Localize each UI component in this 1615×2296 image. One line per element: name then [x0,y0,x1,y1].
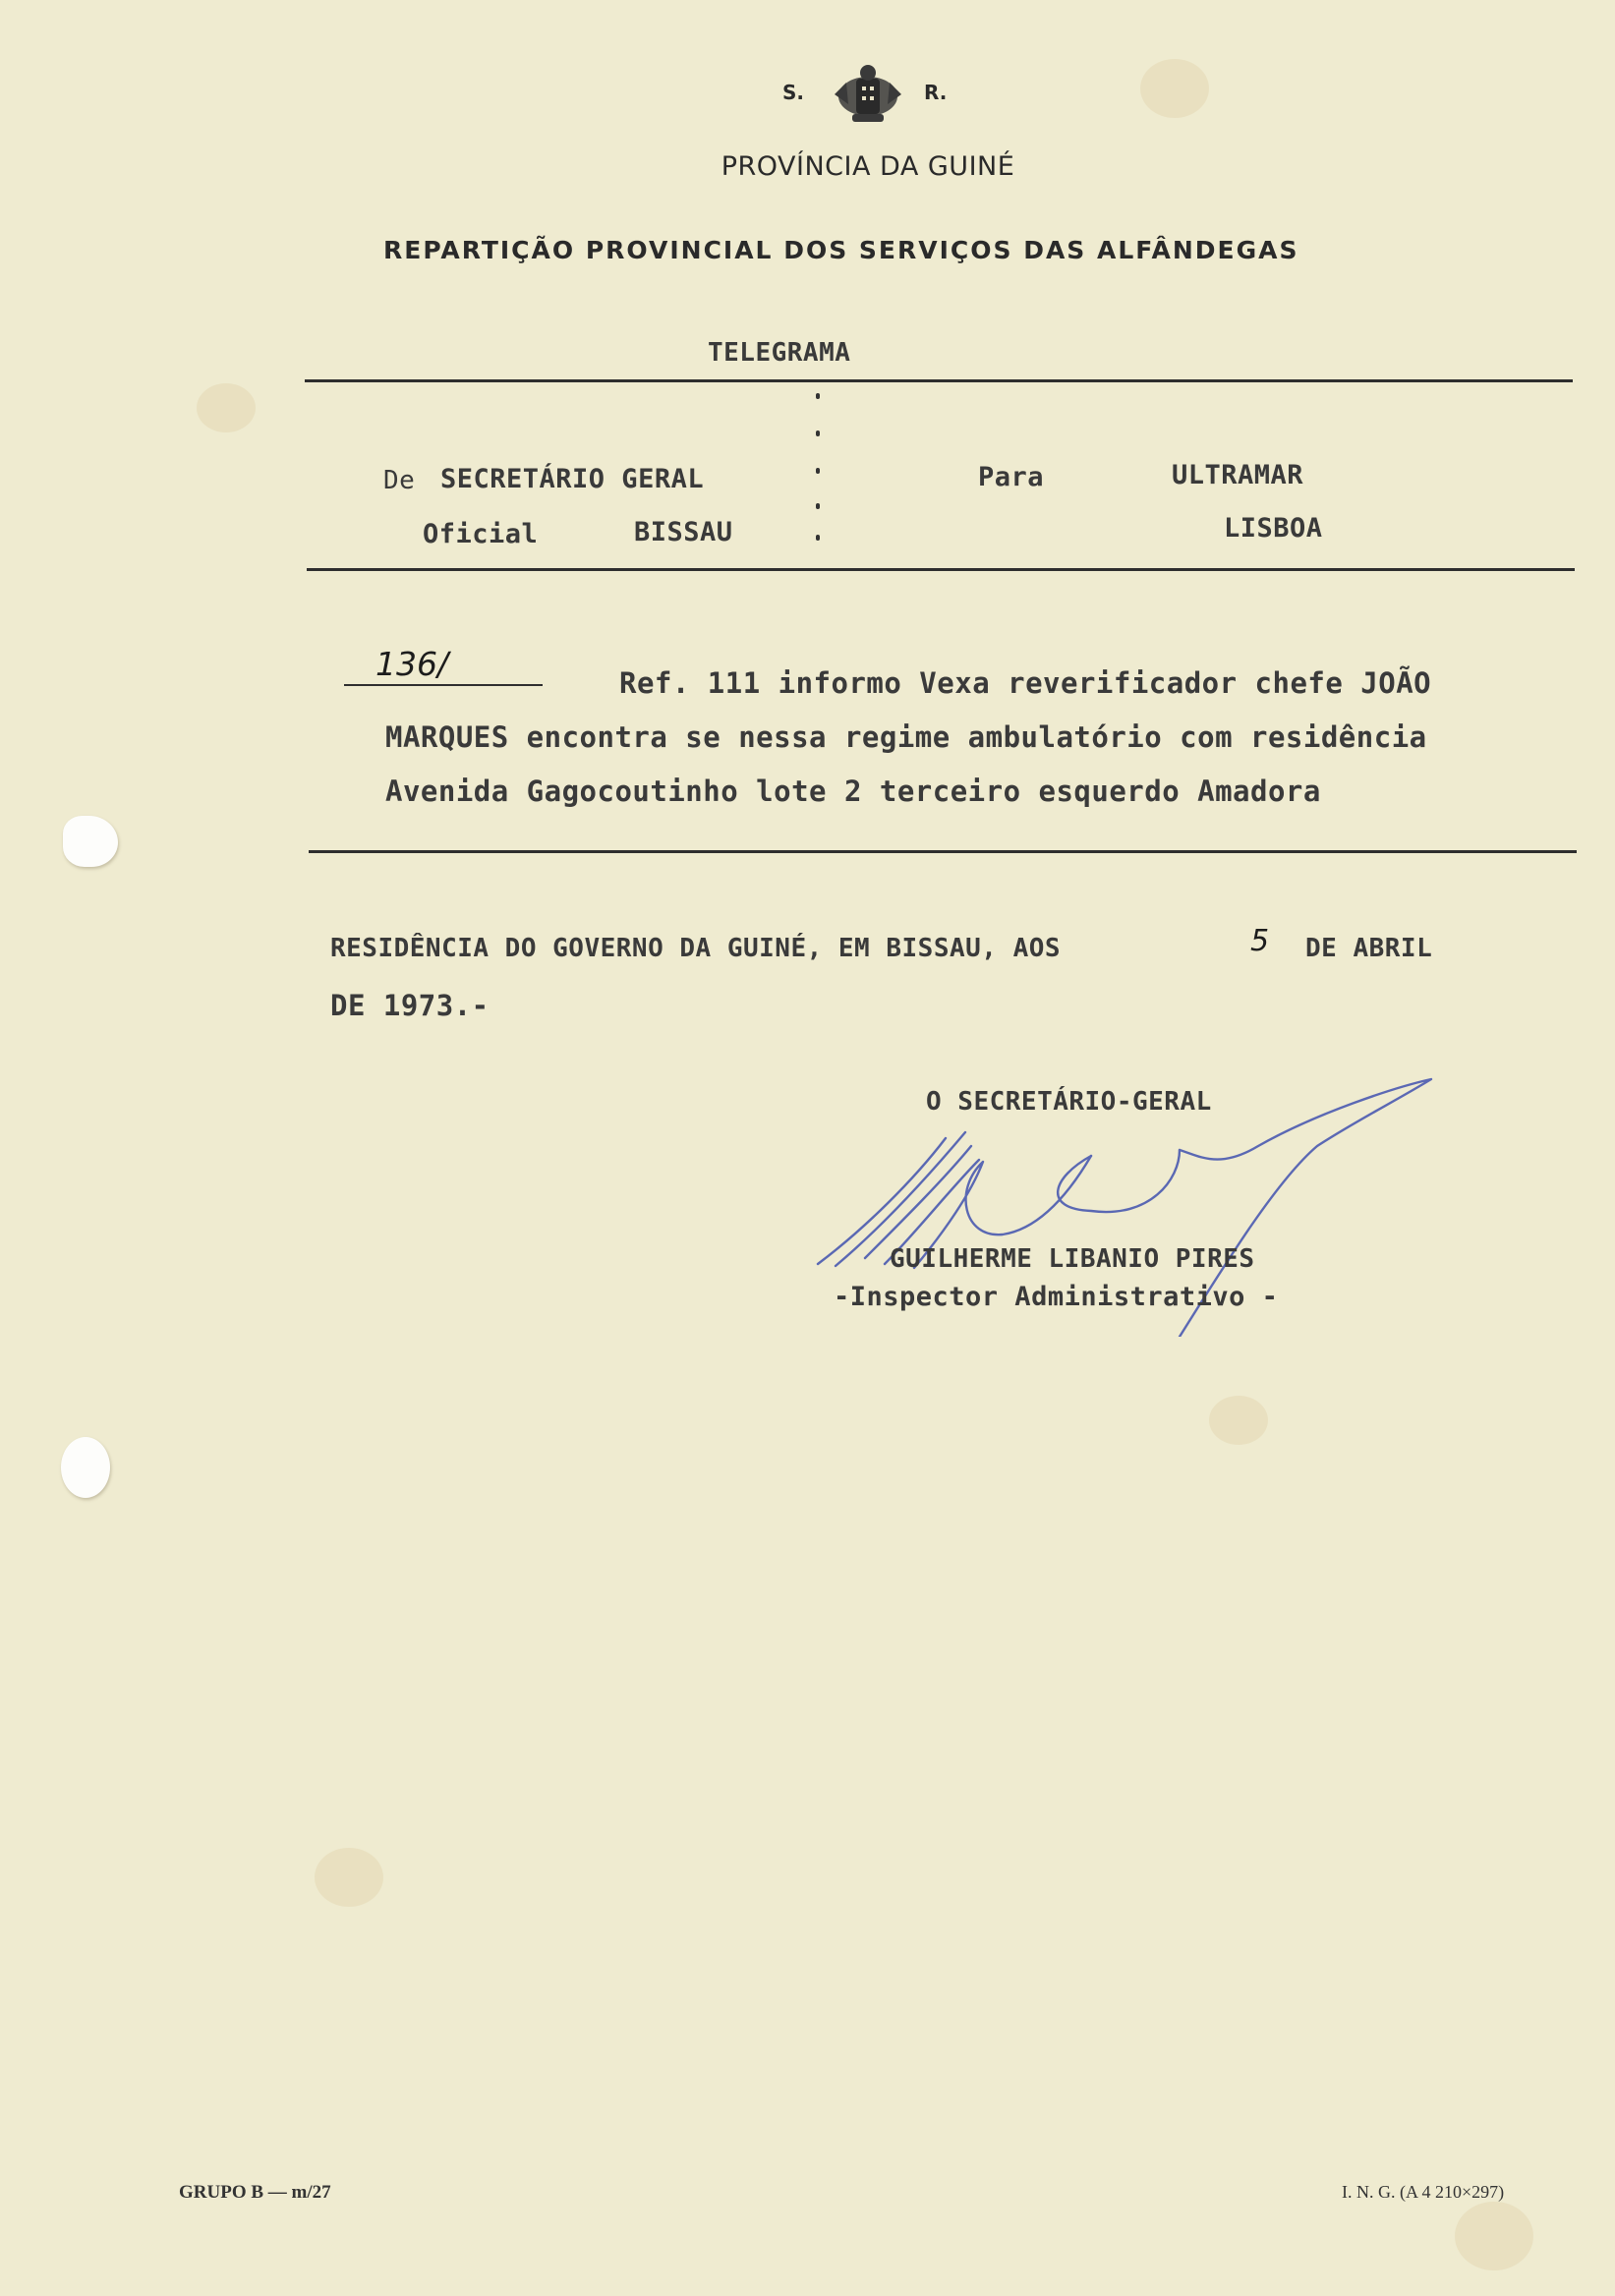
message-number-underline [344,684,543,686]
punch-hole [63,816,118,867]
form-type: TELEGRAMA [708,338,851,368]
emblem-left-letter: S. [782,81,805,104]
form-middle-rule [307,568,1575,571]
closing-day: 5 [1250,924,1270,958]
separator-dot [816,430,820,436]
closing-line-1-suffix: DE ABRIL [1305,934,1433,963]
footer-form-code: GRUPO B — m/27 [179,2182,331,2203]
to-place: LISBOA [1224,513,1323,544]
footer-paper-size: I. N. G. (A 4 210×297) [1342,2182,1505,2202]
to-label: Para [978,462,1045,492]
signature-title: O SECRETÁRIO-GERAL [926,1087,1212,1117]
from-name: SECRETÁRIO GERAL [440,464,705,494]
from-place: BISSAU [634,517,733,547]
paper-stain [315,1848,383,1907]
separator-dot [816,535,820,541]
emblem [0,61,1615,130]
emblem-right-letter: R. [924,81,948,104]
closing-line-1-prefix: RESIDÊNCIA DO GOVERNO DA GUINÉ, EM BISSAU, AOS [330,934,1062,963]
form-top-rule [305,379,1573,382]
coat-of-arms-icon [829,61,907,130]
to-name: ULTRAMAR [1172,460,1304,490]
separator-dot [816,468,820,474]
message-line-2: MARQUES encontra se nessa regime ambulatório com residência [385,720,1427,754]
punch-hole [61,1437,110,1498]
closing-line-2: DE 1973.- [330,989,490,1022]
separator-dot [816,393,820,399]
paper-stain [1455,2202,1533,2270]
province-heading: PROVÍNCIA DA GUINÉ [721,151,1015,182]
paper-stain [1209,1396,1268,1445]
separator-dot [816,503,820,509]
message-bottom-rule [309,850,1577,853]
message-number: 136/ [375,645,449,683]
department-heading: REPARTIÇÃO PROVINCIAL DOS SERVIÇOS DAS ALFÂNDEGAS [383,236,1299,264]
from-label: De [383,466,416,495]
signatory-role: -Inspector Administrativo - [834,1282,1279,1312]
paper-stain [197,383,256,432]
signatory-name: GUILHERME LIBANIO PIRES [890,1244,1255,1274]
from-title: Oficial [423,519,539,549]
message-line-3: Avenida Gagocoutinho lote 2 terceiro esquerdo Amadora [385,775,1321,808]
message-line-1: Ref. 111 informo Vexa reverificador chefe JOÃO [619,666,1432,700]
